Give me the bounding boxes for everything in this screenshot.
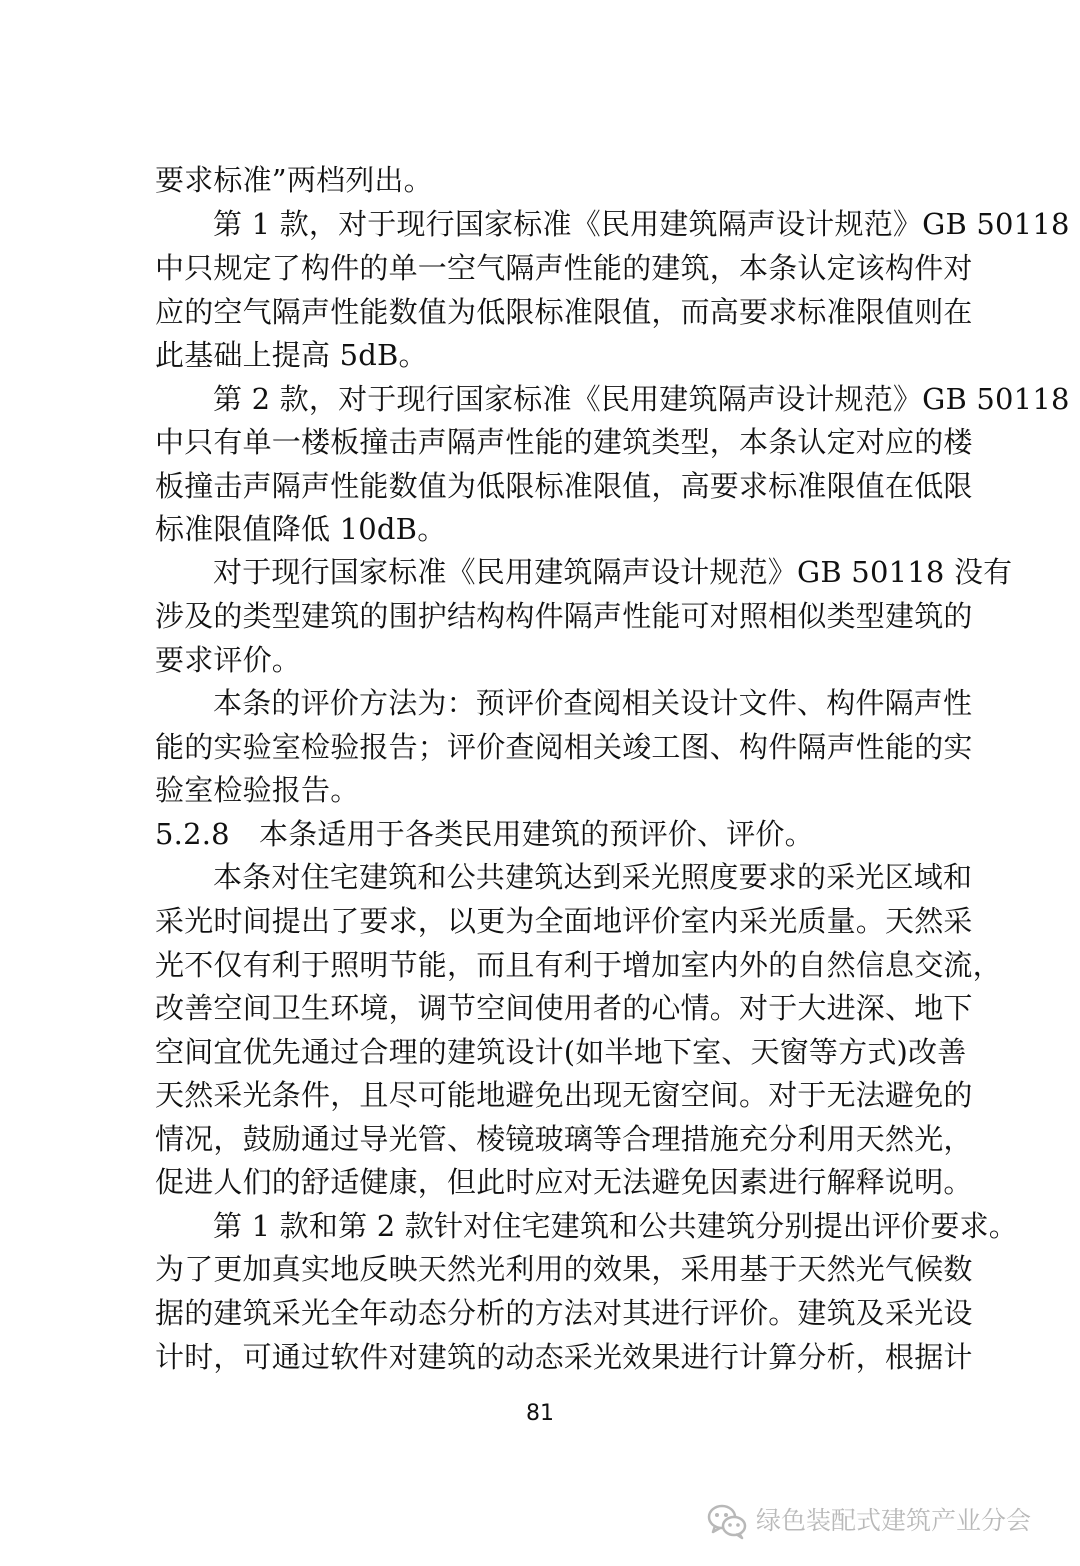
- text-line: 空间宜优先通过合理的建筑设计(如半地下室、天窗等方式)改善: [155, 1035, 967, 1069]
- text-line: 第 2 款，对于现行国家标准《民用建筑隔声设计规范》GB 50118: [213, 382, 1070, 416]
- text-line: 为了更加真实地反映天然光利用的效果，采用基于天然光气候数: [155, 1252, 973, 1286]
- text-line: 标准限值降低 10dB。: [155, 512, 447, 546]
- text-line: 据的建筑采光全年动态分析的方法对其进行评价。建筑及采光设: [155, 1296, 973, 1330]
- text-line: 要求评价。: [155, 643, 302, 677]
- text-line: 天然采光条件，且尽可能地避免出现无窗空间。对于无法避免的: [155, 1078, 973, 1112]
- wechat-icon: [706, 1501, 748, 1541]
- text-line: 计时，可通过软件对建筑的动态采光效果进行计算分析，根据计: [155, 1340, 973, 1374]
- text-line: 情况，鼓励通过导光管、棱镜玻璃等合理措施充分利用天然光，: [155, 1122, 973, 1156]
- text-line: 本条的评价方法为：预评价查阅相关设计文件、构件隔声性: [213, 686, 973, 720]
- page-number: 81: [526, 1401, 554, 1426]
- text-line: 板撞击声隔声性能数值为低限标准限值，高要求标准限值在低限: [155, 469, 973, 503]
- text-line: 采光时间提出了要求，以更为全面地评价室内采光质量。天然采: [155, 904, 973, 938]
- text-line: 要求标准”两档列出。: [155, 163, 433, 197]
- text-line: 验室检验报告。: [155, 773, 360, 807]
- text-line: 对于现行国家标准《民用建筑隔声设计规范》GB 50118 没有: [213, 555, 1013, 589]
- section-heading: 5.2.8 本条适用于各类民用建筑的预评价、评价。: [155, 817, 814, 851]
- text-line: 光不仅有利于照明节能，而且有利于增加室内外的自然信息交流，: [155, 948, 1002, 982]
- text-line: 第 1 款和第 2 款针对住宅建筑和公共建筑分别提出评价要求。: [213, 1209, 1018, 1243]
- watermark-text: 绿色装配式建筑产业分会: [756, 1506, 1032, 1535]
- text-line: 能的实验室检验报告；评价查阅相关竣工图、构件隔声性能的实: [155, 730, 973, 764]
- text-line: 促进人们的舒适健康，但此时应对无法避免因素进行解释说明。: [155, 1165, 973, 1199]
- text-line: 应的空气隔声性能数值为低限标准限值，而高要求标准限值则在: [155, 295, 973, 329]
- text-line: 此基础上提高 5dB。: [155, 338, 428, 372]
- text-line: 本条对住宅建筑和公共建筑达到采光照度要求的采光区域和: [213, 860, 973, 894]
- watermark: [706, 1498, 1031, 1544]
- text-line: 中只规定了构件的单一空气隔声性能的建筑，本条认定该构件对: [155, 251, 973, 285]
- text-line: 中只有单一楼板撞击声隔声性能的建筑类型，本条认定对应的楼: [155, 425, 973, 459]
- text-line: 第 1 款，对于现行国家标准《民用建筑隔声设计规范》GB 50118: [213, 207, 1070, 241]
- text-line: 涉及的类型建筑的围护结构构件隔声性能可对照相似类型建筑的: [155, 599, 973, 633]
- text-line: 改善空间卫生环境，调节空间使用者的心情。对于大进深、地下: [155, 991, 973, 1025]
